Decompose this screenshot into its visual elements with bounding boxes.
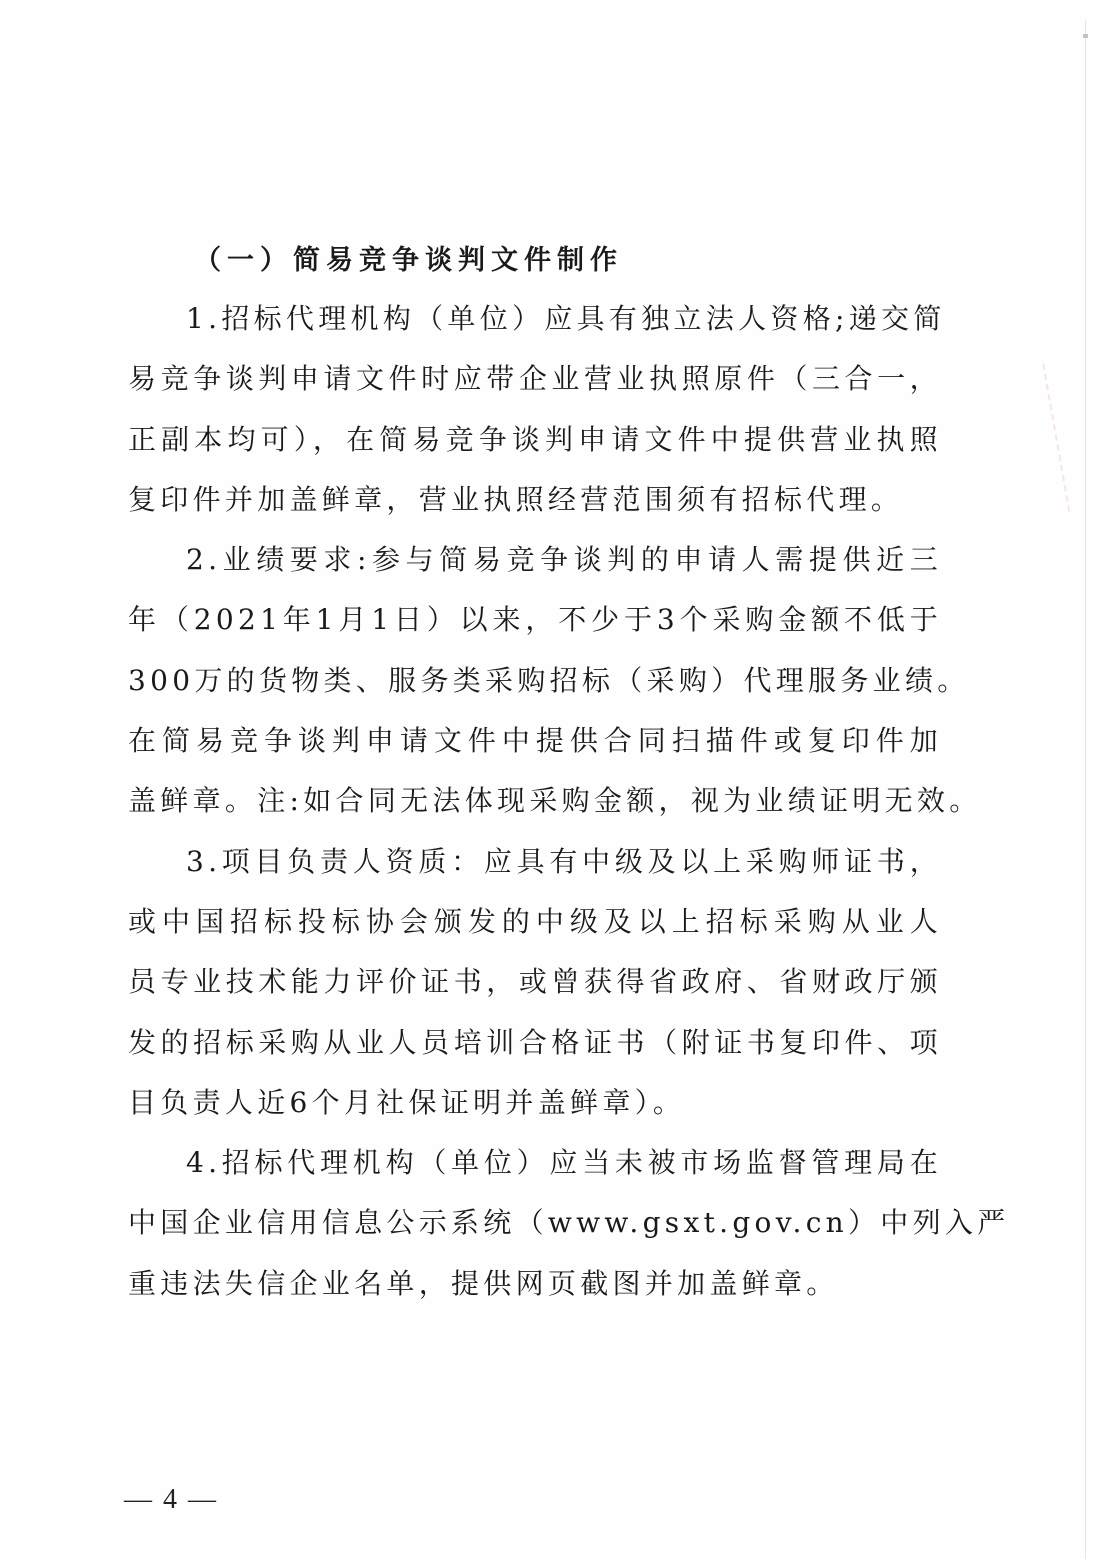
text-line: 300万的货物类、服务类采购招标（采购）代理服务业绩。 [128,663,970,697]
text-line: 或中国招标投标协会颁发的中级及以上招标采购从业人 [128,904,942,938]
text-line: 重违法失信企业名单，提供网页截图并加盖鲜章。 [128,1266,839,1300]
text-line: 目负责人近6个月社保证明并盖鲜章）。 [128,1085,686,1119]
text-line: 易竞争谈判申请文件时应带企业营业执照原件（三合一， [128,362,942,396]
text-line: 复印件并加盖鲜章，营业执照经营范围须有招标代理。 [128,482,904,516]
paragraph-item-4 [128,1133,1010,1314]
paragraph-item-1 [128,289,946,530]
paragraph-item-2 [128,530,982,831]
text-line: 3.项目负责人资质：应具有中级及以上采购师证书， [186,844,942,878]
document-body [128,233,1010,1314]
scan-edge-line [1085,20,1086,1559]
text-line: 1.招标代理机构（单位）应具有独立法人资格;递交简 [186,302,946,335]
stamp-bleed-through [1042,358,1100,511]
text-line: 员专业技术能力评价证书，或曾获得省政府、省财政厅颁 [128,965,942,999]
page-number: — 4 — [124,1484,218,1515]
text-line: 正副本均可），在简易竞争谈判申请文件中提供营业执照 [128,422,942,456]
scan-edge-mark [1083,34,1088,38]
paragraph-item-3 [128,832,942,1133]
text-line: 发的招标采购从业人员培训合格证书（附证书复印件、项 [128,1025,942,1059]
text-line: 中国企业信用信息公示系统（www.gsxt.gov.cn）中列入严 [128,1206,1010,1240]
text-line: 4.招标代理机构（单位）应当未被市场监督管理局在 [186,1146,942,1180]
text-line: 年（2021年1月1日）以来，不少于3个采购金额不低于 [128,603,942,637]
text-line: 2.业绩要求:参与简易竞争谈判的申请人需提供近三 [186,543,942,577]
text-line: 盖鲜章。注:如合同无法体现采购金额，视为业绩证明无效。 [128,784,982,818]
text-line: 在简易竞争谈判申请文件中提供合同扫描件或复印件加 [128,724,942,758]
section-heading: （一）简易竞争谈判文件制作 [194,245,623,276]
